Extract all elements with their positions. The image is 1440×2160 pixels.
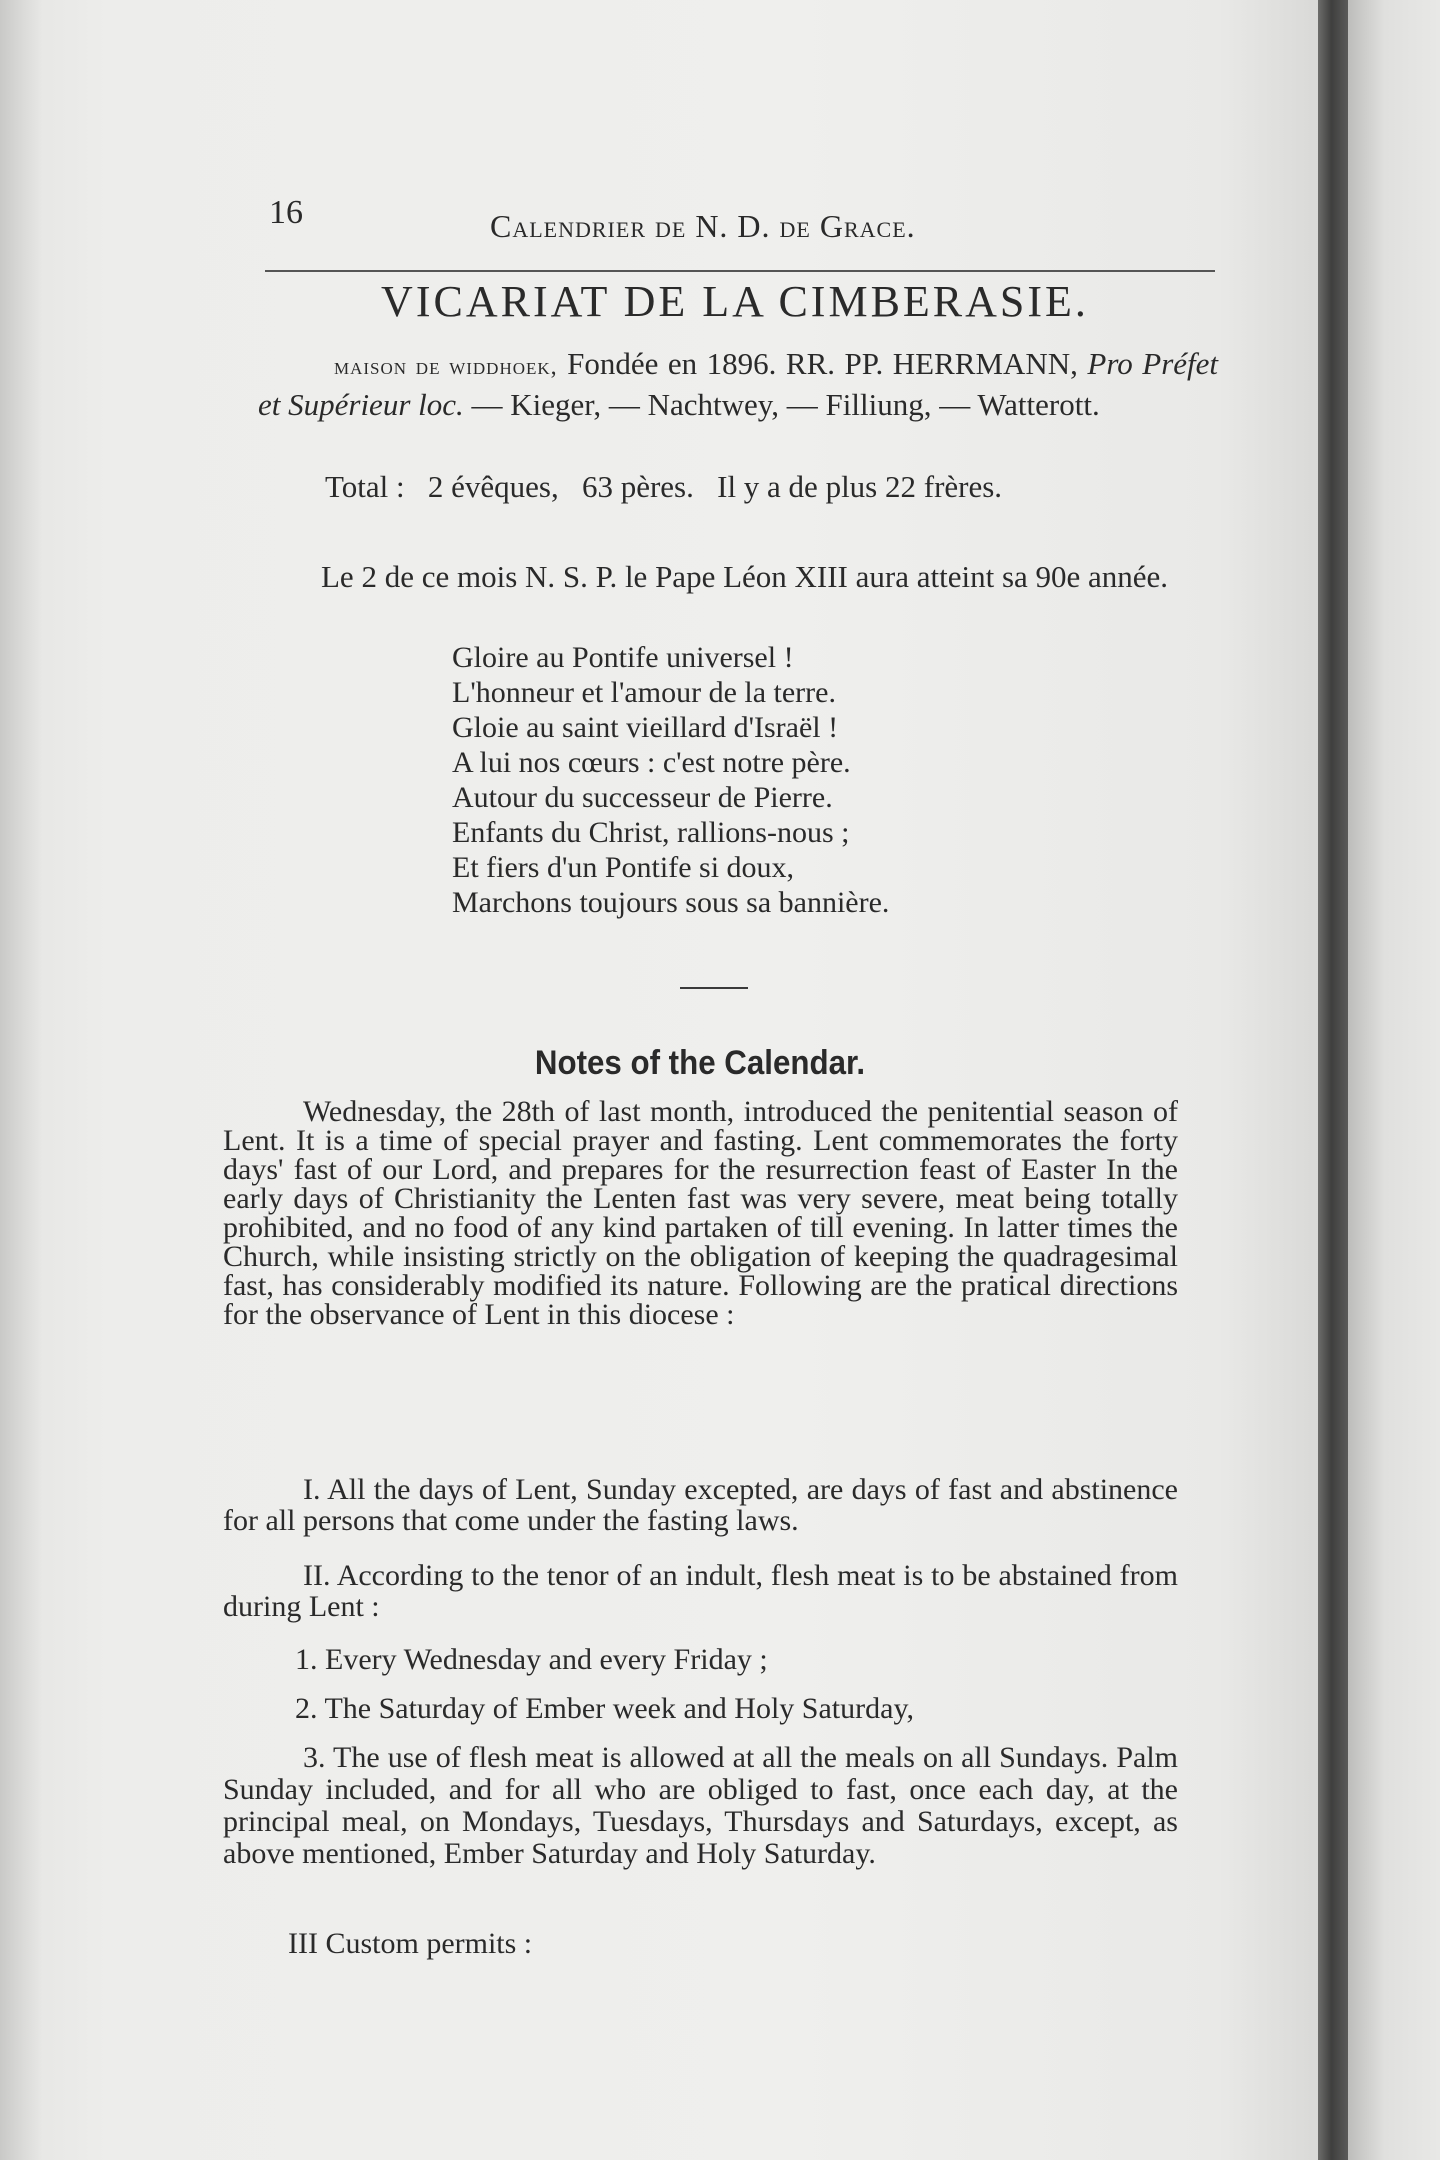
poem-line: Gloie au saint vieillard d'Israël ! xyxy=(452,711,839,744)
rule-three-paragraph: III Custom permits : xyxy=(288,1927,533,1960)
rule-two-item-1: 1. Every Wednesday and every Friday ; xyxy=(295,1643,768,1676)
notes-intro-paragraph: Wednesday, the 28th of last month, introduced the penitential season of Lent. It is a time of special prayer and fasting. Lent commemorates the forty days' fast of our Lord, and prepares for the resurrection feast of Easter In the early days of Christianity the Lenten fast was very severe, meat being totally prohibited, and no food of any kind partaken of till evening. In latter times the Church, while insisting strictly on the obligation of keeping the quadragesimal fast, has considerably modified its nature. Following are the pratical directions for the observance of Lent in this diocese : xyxy=(223,1095,1178,1331)
poem-line: Autour du successeur de Pierre. xyxy=(452,781,833,814)
poem-line: L'honneur et l'amour de la terre. xyxy=(452,676,836,709)
poem-line: Enfants du Christ, rallions-nous ; xyxy=(452,816,850,849)
poem xyxy=(452,640,889,920)
facing-page-edge xyxy=(1348,0,1440,2160)
rule-two-item-3: 3. The use of flesh meat is allowed at all the meals on all Sundays. Palm Sunday included, and for all who are obliged to fast, once each day, at the principal meal, on Mondays, Tuesdays, Thursdays and Saturdays, except, as above mentioned, Ember Saturday and Holy Saturday. xyxy=(223,1741,1178,1870)
pape-paragraph: Le 2 de ce mois N. S. P. le Pape Léon XIII aura atteint sa 90e année. xyxy=(321,559,1169,594)
maison-text-1: Fondée en 1896. RR. PP. HERRMANN, xyxy=(557,346,1088,381)
maison-label: maison de widdhoek, xyxy=(334,354,558,380)
section-divider xyxy=(680,987,748,989)
page-header xyxy=(265,190,1215,272)
book-gutter xyxy=(1318,0,1348,2160)
running-head: Calendrier de N. D. de Grace. xyxy=(490,208,916,244)
poem-line: Et fiers d'un Pontife si doux, xyxy=(452,851,795,884)
total-line: Total : 2 évêques, 63 pères. Il y a de plus 22 frères. xyxy=(325,469,1003,504)
poem-line: Gloire au Pontife universel ! xyxy=(452,641,794,674)
poem-line: A lui nos cœurs : c'est notre père. xyxy=(452,746,851,779)
notes-heading: Notes of the Calendar. xyxy=(534,1044,866,1082)
maison-role: Pro Préfet et Supérieur loc. xyxy=(258,346,1219,422)
rule-two-item-2: 2. The Saturday of Ember week and Holy Saturday, xyxy=(295,1692,914,1725)
maison-text-2: — Kieger, — Nachtwey, — Filliung, — Watterott. xyxy=(463,387,1100,422)
poem-line: Marchons toujours sous sa bannière. xyxy=(452,886,890,919)
page-number: 16 xyxy=(269,194,303,231)
section-title: VICARIAT DE LA CIMBERASIE. xyxy=(381,277,1089,326)
rule-two-paragraph: II. According to the tenor of an indult, flesh meat is to be abstained from during Lent : xyxy=(223,1559,1178,1623)
rule-one-paragraph: I. All the days of Lent, Sunday excepted, are days of fast and abstinence for all persons that come under the fasting laws. xyxy=(223,1473,1178,1537)
maison-paragraph xyxy=(258,345,1218,424)
